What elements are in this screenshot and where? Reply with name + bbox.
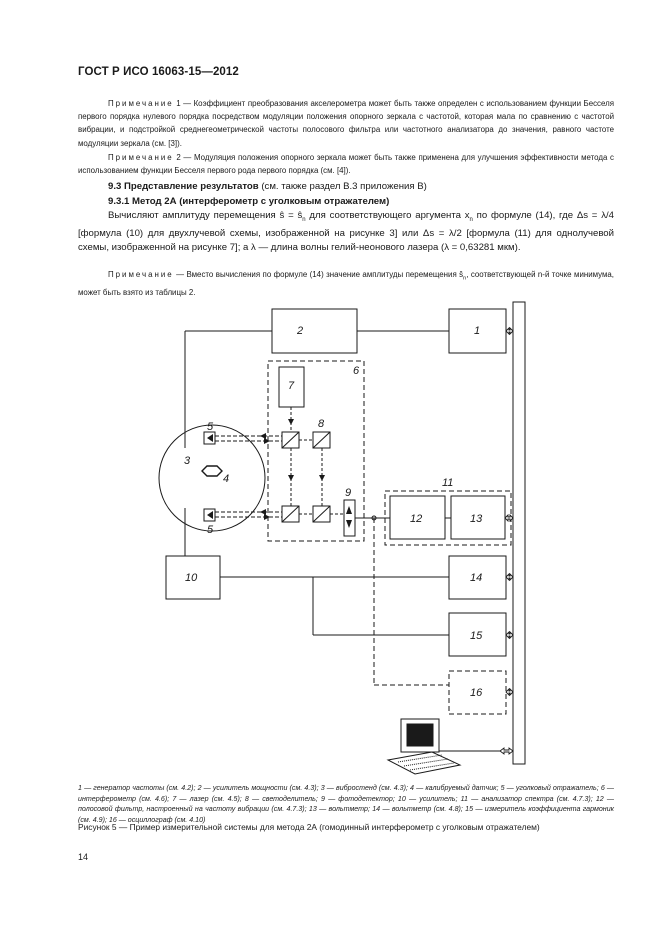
label-1: 1 — [474, 325, 481, 337]
section-9-3-1-number: 9.3.1 — [108, 196, 130, 207]
label-8: 8 — [318, 418, 325, 430]
document-header: ГОСТ Р ИСО 16063-15—2012 — [78, 66, 239, 78]
label-4: 4 — [223, 473, 230, 485]
note-3-text-b: , соответствующей n-й точке минимума, может быть взято из таблицы 2. — [78, 270, 614, 297]
body-text-part-b: для соответствующего аргумента x — [305, 210, 470, 221]
body-subscript-n2: n — [469, 216, 473, 223]
section-9-3-suffix: (см. также раздел В.3 приложения В) — [258, 181, 427, 192]
note-1-label: Примечание — [108, 99, 174, 108]
label-14: 14 — [470, 572, 483, 584]
label-9: 9 — [345, 487, 352, 499]
note-3-subscript: n — [463, 275, 467, 282]
label-13: 13 — [470, 513, 483, 525]
label-6: 6 — [353, 365, 360, 377]
label-3: 3 — [184, 455, 191, 467]
section-9-3-number: 9.3 — [108, 181, 122, 192]
section-9-3-title: Представление результатов — [124, 181, 259, 192]
note-2-text: 2 — Модуляция положения опорного зеркала может быть также применена для улучшения эффективности метода с использованием функции Бесселя первого рода первого порядка (см. [4]). — [78, 153, 614, 176]
figure-legend: 1 — генератор частоты (см. 4.2); 2 — усилитель мощности (см. 4.3); 3 — вибростенд (см. 4.3); 4 — калибруемый датчик; 5 — уголковый отражатель; 6 — интерферометр (см. 4.6); 7 — лазер (см. 4.5); 8 — светоделитель; 9 — фотодетектор; 10 — усилитель; 11 — анализатор спектра (см. 4.7.3); 12 — полосовой фильтр, настроенный на частоту вибрации (см. 4.7.3); 13 — вольтметр; 14 — вольтметр (см. 4.8); 15 — измеритель коэффициента гармоник (см. 4.9); 16 — осциллограф (см. 4.10) — [78, 784, 614, 824]
note-3-text-a: — Вместо вычисления по формуле (14) значение амплитуды перемещения ŝ — [173, 270, 464, 279]
data-bus-bar — [513, 302, 525, 764]
label-12: 12 — [410, 513, 423, 525]
label-5-bottom: 5 — [207, 524, 214, 536]
accelerometer-hexagon — [202, 466, 222, 476]
computer-icon — [388, 719, 460, 774]
body-subscript-n: n — [302, 216, 306, 223]
figure-title: Рисунок 5 — Пример измерительной системы для метода 2А (гомодинный интерферометр с уголковым отражателем) — [78, 822, 540, 832]
label-10: 10 — [185, 572, 198, 584]
block-power-amplifier — [272, 309, 357, 353]
label-15: 15 — [470, 630, 483, 642]
body-text-part-c: по формуле (14), где Δs = λ/4 [формула (10) для двухлучевой схемы, изображенной на рисунке 3] или Δs = λ/2 [формула (11) для однолучевой схемы, изображенной на рисунке 7]; а λ — длина волны гелий-неонового лазера (λ = 0,63281 мкм). — [78, 210, 614, 254]
note-1-text: 1 — Коэффициент преобразования акселерометра может быть также определен с использованием функции Бесселя первого порядка нулевого порядка посредством модуляции положения опорного зеркала с частотой, которая мала по сравнению с частотой вибрации, и подстройкой среднегеометрической частоты полосового фильтра или частотного анализатора до значения, равного частоте модуляции зеркала (см. [3]). — [78, 99, 614, 148]
label-11: 11 — [442, 477, 454, 489]
note-3-label: Примечание — [108, 270, 174, 279]
photodetector — [344, 500, 355, 536]
label-5-top: 5 — [207, 421, 214, 433]
page-number: 14 — [78, 852, 89, 862]
label-16: 16 — [470, 687, 483, 699]
note-2-label: Примечание — [108, 153, 174, 162]
body-text-part-a: Вычисляют амплитуду перемещения ŝ = ŝ — [108, 210, 303, 221]
label-7: 7 — [288, 380, 295, 392]
section-9-3-1-title: Метод 2А (интерферометр с уголковым отражателем) — [132, 196, 390, 207]
label-2: 2 — [297, 325, 304, 337]
